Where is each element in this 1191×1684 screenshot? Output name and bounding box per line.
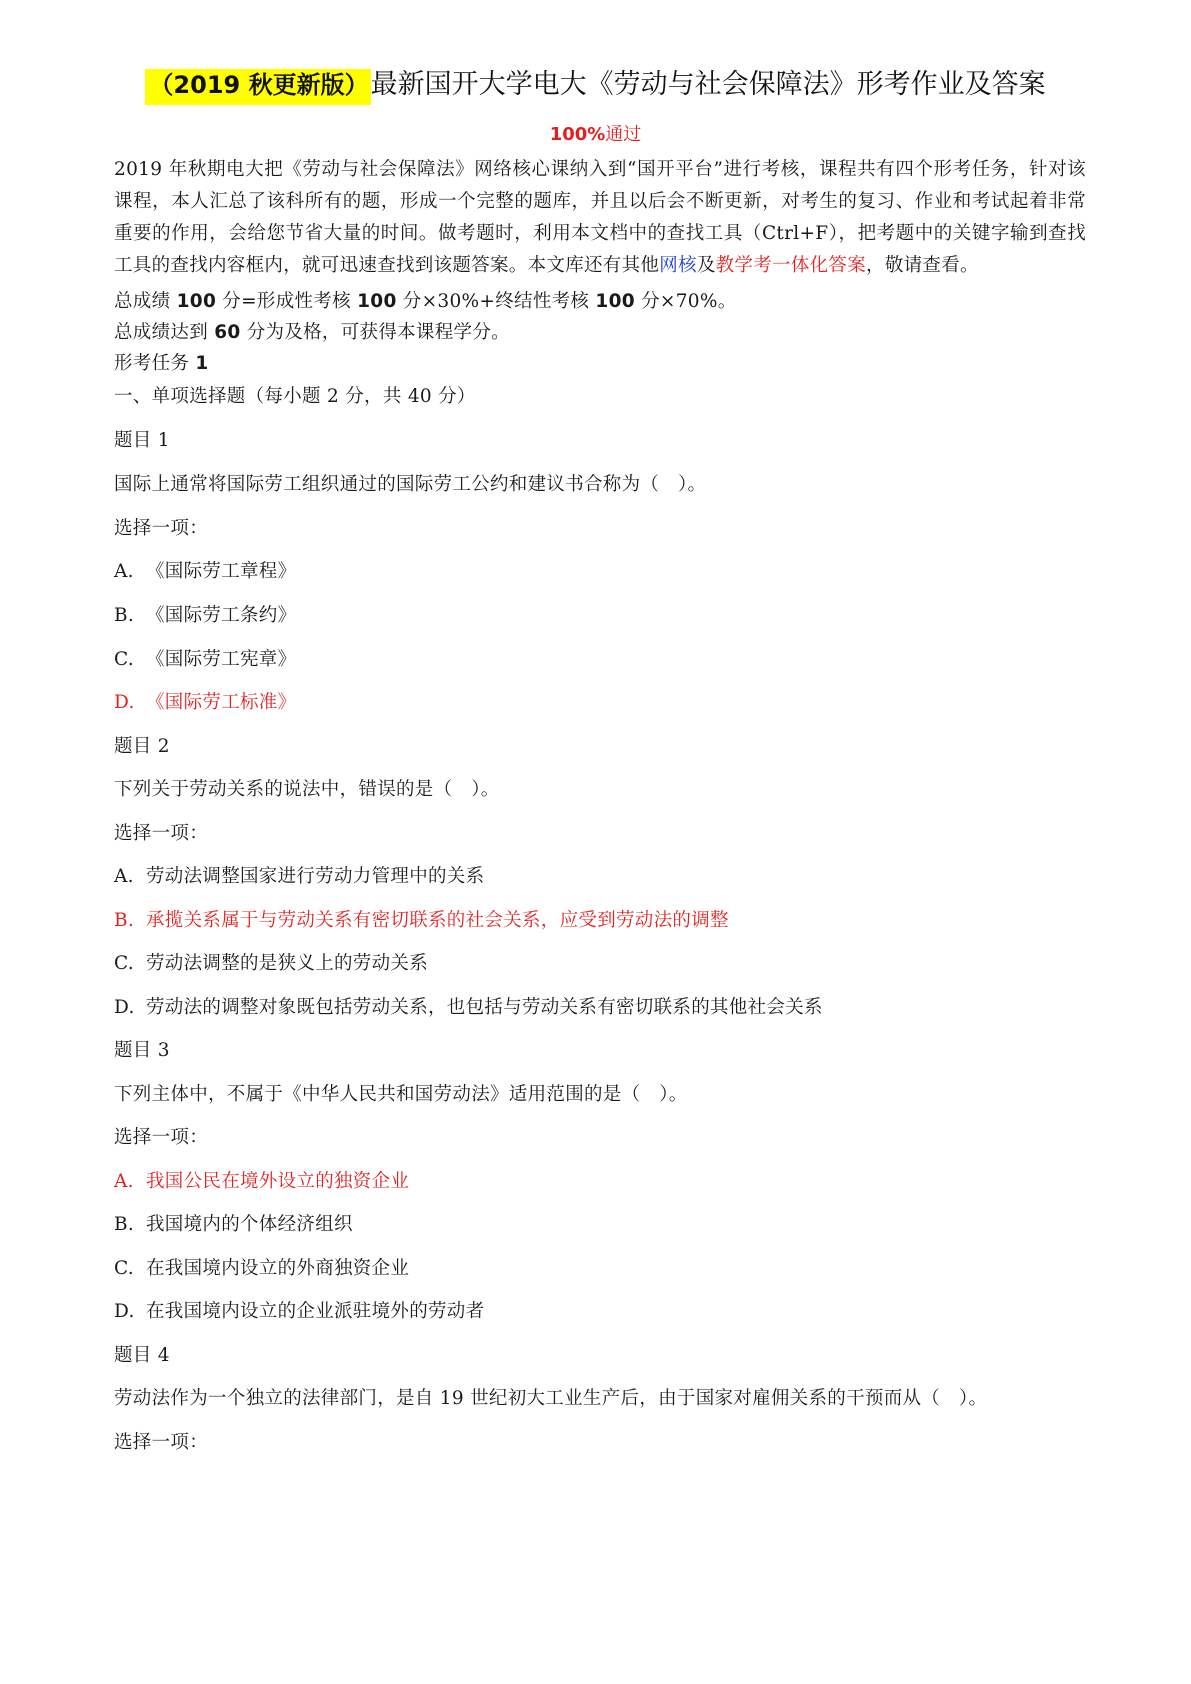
- option-item[interactable]: [114, 864, 484, 890]
- option-letter: C.: [114, 1258, 134, 1279]
- choose-label: 选择一项：: [114, 518, 209, 539]
- pass-score-value: 60: [214, 322, 241, 343]
- option-text: 《国际劳工条约》: [146, 605, 297, 626]
- option-item[interactable]: [114, 951, 428, 977]
- choose-label: 选择一项：: [114, 1127, 209, 1148]
- option-letter: A.: [114, 561, 134, 582]
- pass-score-text: 总成绩达到: [114, 322, 215, 343]
- question-heading: 题目 2: [114, 736, 170, 757]
- task-number: 1: [195, 353, 209, 374]
- option-letter: B.: [114, 605, 135, 626]
- formative-score-value: 100: [357, 291, 397, 312]
- option-letter: D.: [114, 692, 135, 713]
- question-stem: 劳动法作为一个独立的法律部门，是自 19 世纪初大工业生产后，由于国家对雇佣关系的干预而从（ ）。: [114, 1388, 988, 1409]
- option-item[interactable]: [114, 1299, 484, 1325]
- option-letter: D.: [114, 997, 135, 1018]
- option-item[interactable]: [114, 647, 296, 673]
- total-score-value: 100: [176, 291, 217, 312]
- option-text: 我国境内的个体经济组织: [146, 1214, 353, 1235]
- option-text: 《国际劳工宪章》: [146, 649, 297, 670]
- choose-label: 选择一项：: [114, 823, 209, 844]
- version-tag: （2019 秋更新版）: [145, 69, 370, 105]
- option-item[interactable]: [114, 1256, 409, 1282]
- question-heading: 题目 4: [114, 1345, 170, 1366]
- total-score-line: [114, 289, 737, 315]
- section-heading: 一、单项选择题（每小题 2 分，共 40 分）: [114, 386, 476, 407]
- question-stem: 下列关于劳动关系的说法中，错误的是（ ）。: [114, 779, 500, 800]
- option-letter: D.: [114, 1301, 135, 1322]
- option-letter: B.: [114, 1214, 135, 1235]
- final-score-value: 100: [595, 291, 635, 312]
- total-score-text: 分×30%+终结性考核: [396, 291, 596, 312]
- option-text: 《国际劳工章程》: [146, 561, 297, 582]
- option-letter: C.: [114, 649, 134, 670]
- option-item[interactable]: [114, 995, 823, 1021]
- pass-rate-subtitle: [0, 122, 1191, 148]
- document-title: [0, 66, 1191, 104]
- pass-score-text: 分为及格，可获得本课程学分。: [240, 322, 510, 343]
- option-item-answer[interactable]: [114, 1169, 409, 1195]
- option-letter: A.: [114, 866, 134, 887]
- option-text: 我国公民在境外设立的独资企业: [146, 1171, 410, 1192]
- option-item-answer[interactable]: [114, 908, 729, 934]
- total-score-text: 分×70%。: [634, 291, 737, 312]
- option-text: 在我国境内设立的企业派驻境外的劳动者: [146, 1301, 485, 1322]
- choose-label: 选择一项：: [114, 1432, 209, 1453]
- option-letter: A.: [114, 1171, 134, 1192]
- option-item[interactable]: [114, 603, 296, 629]
- task-heading: [114, 351, 209, 377]
- question-heading: 题目 1: [114, 430, 170, 451]
- pass-rate-percent: 100%: [549, 124, 606, 145]
- intro-text-2: ，敬请查看。: [866, 255, 979, 276]
- intro-text-mid: 及: [696, 255, 716, 276]
- intro-paragraph: [114, 154, 1086, 282]
- intro-text-1: 2019 年秋期电大把《劳动与社会保障法》网络核心课纳入到“国开平台”进行考核，课程共有四个形考任务，针对该课程，本人汇总了该科所有的题，形成一个完整的题库，并且以后会不断更新，对考生的复习、作业和考试起着非常重要的作用，会给您节省大量的时间。做考题时，利用本文档中的查找工具（Ctrl+F），把考题中的关键字输到查找工具的查找内容框内，就可迅速查找到该题答案。本文库还有其他: [114, 159, 1086, 276]
- option-item-answer[interactable]: [114, 690, 296, 716]
- pass-score-line: [114, 320, 510, 346]
- total-score-text: 分=形成性考核: [216, 291, 358, 312]
- question-stem: 下列主体中，不属于《中华人民共和国劳动法》适用范围的是（ ）。: [114, 1084, 688, 1105]
- link-teaching-answers[interactable]: 教学考一体化答案: [715, 255, 867, 276]
- pass-rate-text: 通过: [605, 124, 642, 145]
- question-stem: 国际上通常将国际劳工组织通过的国际劳工公约和建议书合称为（ ）。: [114, 474, 707, 495]
- option-letter: B.: [114, 910, 135, 931]
- link-wanghe[interactable]: 网核: [659, 255, 697, 276]
- option-text: 在我国境内设立的外商独资企业: [146, 1258, 410, 1279]
- task-label: 形考任务: [114, 353, 196, 374]
- question-heading: 题目 3: [114, 1040, 170, 1061]
- option-text: 承揽关系属于与劳动关系有密切联系的社会关系，应受到劳动法的调整: [146, 910, 729, 931]
- option-text: 劳动法的调整对象既包括劳动关系，也包括与劳动关系有密切联系的其他社会关系: [146, 997, 823, 1018]
- total-score-text: 总成绩: [114, 291, 177, 312]
- option-item[interactable]: [114, 559, 296, 585]
- title-text: 最新国开大学电大《劳动与社会保障法》形考作业及答案: [370, 69, 1046, 100]
- option-item[interactable]: [114, 1212, 353, 1238]
- option-text: 劳动法调整国家进行劳动力管理中的关系: [146, 866, 485, 887]
- option-text: 劳动法调整的是狭义上的劳动关系: [146, 953, 429, 974]
- option-text: 《国际劳工标准》: [146, 692, 297, 713]
- option-letter: C.: [114, 953, 134, 974]
